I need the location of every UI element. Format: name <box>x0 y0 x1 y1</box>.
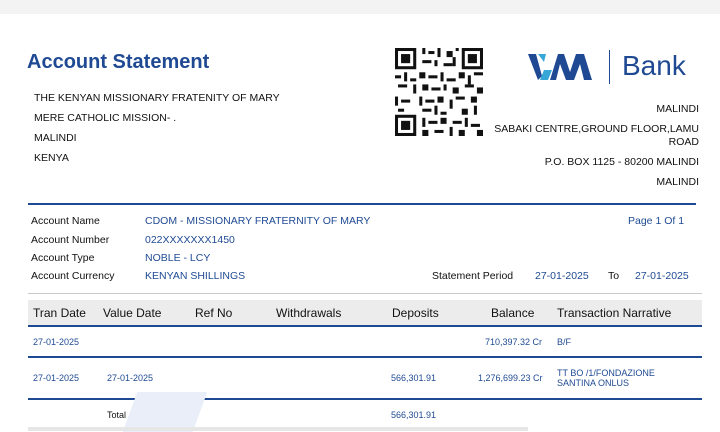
col-withdrawals: Withdrawals <box>276 306 342 320</box>
bank-logo-icon <box>528 50 600 84</box>
col-narrative: Transaction Narrative <box>557 306 672 320</box>
col-deposits: Deposits <box>392 306 439 320</box>
header-divider <box>28 203 696 205</box>
branch-address-line-3: ROAD <box>668 136 699 148</box>
customer-address-line-2: MERE CATHOLIC MISSION- . <box>34 112 177 124</box>
account-type-label: Account Type <box>31 252 95 264</box>
branch-address-line-1: MALINDI <box>656 103 699 115</box>
qr-code-icon <box>395 48 483 136</box>
statement-period-from: 27-01-2025 <box>535 270 589 282</box>
header-underline <box>28 325 702 327</box>
page-indicator: Page 1 Of 1 <box>628 215 685 227</box>
info-divider <box>28 293 702 294</box>
row2-divider <box>28 398 702 400</box>
account-name-label: Account Name <box>31 215 100 227</box>
customer-address-line-4: KENYA <box>34 152 69 164</box>
top-band <box>0 0 720 14</box>
account-number-label: Account Number <box>31 234 110 246</box>
branch-address-line-2: SABAKI CENTRE,GROUND FLOOR,LAMU <box>494 123 699 135</box>
account-name-value: CDOM - MISSIONARY FRATERNITY OF MARY <box>145 215 371 227</box>
col-balance: Balance <box>491 306 535 320</box>
statement-period-label: Statement Period <box>432 270 514 282</box>
customer-address-line-1: THE KENYAN MISSIONARY FRATENITY OF MARY <box>34 92 280 104</box>
account-number-value: 022XXXXXXX1450 <box>145 234 235 246</box>
row2-narrative-line-1: TT BO /1/FONDAZIONE <box>557 368 655 378</box>
account-currency-value: KENYAN SHILLINGS <box>145 270 246 282</box>
account-type-value: NOBLE - LCY <box>145 252 211 264</box>
branch-address-line-5: MALINDI <box>656 176 699 188</box>
col-ref-no: Ref No <box>195 306 233 320</box>
account-currency-label: Account Currency <box>31 270 115 282</box>
row1-balance: 710,397.32 Cr <box>485 337 543 347</box>
row1-divider <box>28 356 702 358</box>
row2-balance: 1,276,699.23 Cr <box>478 373 543 383</box>
row2-value-date: 27-01-2025 <box>107 373 154 383</box>
customer-address-line-3: MALINDI <box>34 132 77 144</box>
col-tran-date: Tran Date <box>33 306 86 320</box>
row1-tran-date: 27-01-2025 <box>33 337 80 347</box>
watermark <box>123 392 208 432</box>
total-label: Total <box>107 410 127 420</box>
total-deposits: 566,301.91 <box>391 410 437 420</box>
bottom-band <box>28 427 528 431</box>
statement-period-to: 27-01-2025 <box>635 270 689 282</box>
row2-tran-date: 27-01-2025 <box>33 373 80 383</box>
row2-deposits: 566,301.91 <box>391 373 437 383</box>
bank-name: Bank <box>622 50 686 81</box>
page-title: Account Statement <box>27 51 210 73</box>
logo-divider <box>609 50 610 84</box>
row2-narrative-line-2: SANTINA ONLUS <box>557 378 630 388</box>
branch-address-line-4: P.O. BOX 1125 - 80200 MALINDI <box>544 156 699 168</box>
row1-narrative: B/F <box>557 337 572 347</box>
statement-period-to-label: To <box>608 270 620 282</box>
col-value-date: Value Date <box>103 306 162 320</box>
